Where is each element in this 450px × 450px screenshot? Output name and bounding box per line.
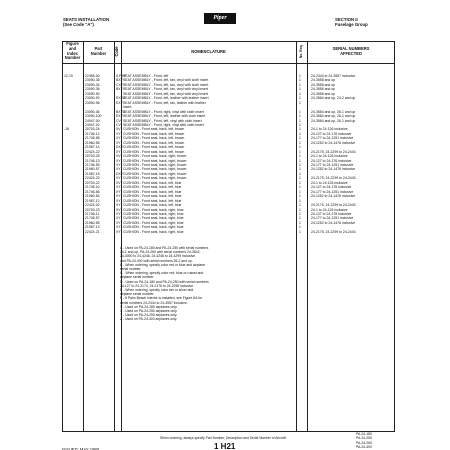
quantity-cell: 1 <box>299 140 301 145</box>
quantity-cell: 1 <box>299 109 301 114</box>
serial-numbers-cell: 24-3584 and up, 26-1 and up <box>311 109 356 114</box>
code-cell: XY <box>116 176 121 181</box>
note-line: C - When ordering, specify color red, blue or russet and <box>120 271 204 276</box>
code-cell: RXYZ <box>116 96 126 101</box>
serial-numbers-cell: 24-127 to 24-176 inclusive <box>311 131 352 136</box>
serial-numbers-cell: 24-2175, 24-2299 to 24-2443 <box>311 176 356 181</box>
note-line: and PA-24-400 with serial numbers 26-2 and up. <box>120 258 193 263</box>
nomenclature-cell: CUSHION - Front seat, back, right, blue <box>123 211 184 216</box>
nomenclature-cell: CUSHION - Front seat, back, left, brown <box>123 127 185 132</box>
table-row <box>62 230 395 234</box>
quantity-cell: 1 <box>299 87 301 92</box>
code-cell: XY <box>116 229 121 234</box>
note-line: Z - Used on PA-24-400 airplanes only. <box>120 317 178 322</box>
part-number-cell: 23090-36 <box>85 109 100 114</box>
column-header-quantity: No. Req. <box>299 44 304 59</box>
quantity-cell: 1 <box>299 118 301 123</box>
quantity-cell: 1 <box>299 211 301 216</box>
quantity-cell: 1 <box>299 198 301 203</box>
code-cell: XV <box>116 207 121 212</box>
quantity-cell: 1 <box>299 225 301 230</box>
nomenclature-cell: CUSHION - Front seat, back, right, brown <box>123 154 187 159</box>
part-number-cell: 21960-56 <box>85 140 100 145</box>
piper-logo: Piper <box>204 13 236 24</box>
section-subtitle: (See Code "A") <box>63 22 94 27</box>
nomenclature-cell: CUSHION - Front seat, back, left, blue <box>123 198 182 203</box>
code-cell: XY <box>116 158 121 163</box>
nomenclature-cell: SEAT ASSEMBLY - Front, left, tan, vinyl with vinyl insert <box>123 87 208 92</box>
nomenclature-cell: CUSHION - Front seat, back, right, brown <box>123 176 187 181</box>
code-cell: XV <box>116 180 121 185</box>
code-cell: XY <box>116 220 121 225</box>
part-number-cell: 20703-23 <box>85 207 100 212</box>
serial-numbers-cell: 24-177 to 24-1251 inclusive <box>311 216 354 221</box>
serial-numbers-cell: 24-3558 and up <box>311 78 336 83</box>
quantity-cell: 1 <box>299 136 301 141</box>
part-number-cell: 21746-10 <box>85 185 100 190</box>
quantity-cell: 1 <box>299 96 301 101</box>
code-cell: XY <box>116 140 121 145</box>
note-line: E - When ordering, specify color tan or silver and <box>120 288 194 292</box>
nomenclature-cell: SEAT ASSEMBLY - Front, left, leather with cloth insert <box>123 114 206 119</box>
note-line: F - If Palm Beach Interior is installed, see Figure 8A for <box>120 296 203 301</box>
part-number-cell: 21960-57 <box>85 167 100 172</box>
nomenclature-cell: CUSHION - Front seat, back, right, brown <box>123 171 187 176</box>
part-number-cell: 21960-54 <box>85 194 100 199</box>
code-cell: XY <box>116 163 121 167</box>
serial-numbers-cell: 24-177 to 24-1251 inclusive <box>311 189 354 194</box>
quantity-cell: 1 <box>299 194 301 199</box>
note-line: B - When ordering, specify color red or blue and airplane <box>120 262 205 267</box>
nomenclature-cell: CUSHION - Front seat, back, left, brown <box>123 145 185 150</box>
figure-index-cell: -18 <box>64 127 69 132</box>
part-number-cell: 21987-15 <box>85 171 100 176</box>
note-line: serial number. <box>120 267 142 271</box>
part-number-cell: 21746-56 <box>85 189 100 194</box>
part-number-cell: 23090-92 <box>85 96 100 101</box>
column-header-part-number: Part Number <box>90 46 107 56</box>
nomenclature-cell: CUSHION - Front seat, back, left, brown <box>123 131 185 136</box>
quantity-cell: 1 <box>299 122 301 127</box>
column-header-nomenclature: NOMENCLATURE <box>191 49 226 54</box>
quantity-cell: 1 <box>299 167 301 172</box>
quantity-cell: 1 <box>299 185 301 190</box>
quantity-cell: 1 <box>299 154 301 159</box>
part-number-cell: 23090-38 <box>85 78 100 83</box>
serial-numbers-cell: 24-1 to 24-126 inclusive <box>311 180 348 185</box>
quantity-cell: 1 <box>299 131 301 136</box>
nomenclature-cell: CUSHION - Front seat, back, left, blue <box>123 180 182 185</box>
serial-numbers-cell: 24-2444 to 24-3557 inclusive <box>311 74 356 78</box>
serial-numbers-cell: 24-2175, 24-2299 to 24-2443 <box>311 229 356 234</box>
quantity-cell: 1 <box>299 180 301 185</box>
code-cell: DXY <box>116 145 124 150</box>
quantity-cell: 1 <box>299 114 301 119</box>
serial-numbers-cell: 24-3584 and up, 26-1 and up <box>311 118 356 123</box>
code-cell: XY <box>116 185 121 190</box>
code-cell: XY <box>116 194 121 199</box>
ordering-note: When ordering, always specify Part Number, Description and Serial Number of Aircraft <box>160 436 286 440</box>
serial-numbers-cell: 24-2175, 24-2299 to 24-2443 <box>311 203 356 208</box>
part-number-cell: 22424-20 <box>85 203 100 208</box>
nomenclature-cell: SEAT ASSEMBLY - Front, left, tan, vinyl with cloth insert <box>123 82 209 87</box>
code-cell: XY <box>116 216 121 221</box>
part-number-cell: 23090-96 <box>85 100 100 105</box>
part-number-cell: 22455-00 <box>85 74 100 78</box>
code-cell: EXY <box>116 114 123 119</box>
part-number-cell: 21960-55 <box>85 220 100 225</box>
nomenclature-cell: CUSHION - Front seat, back, right, blue <box>123 216 184 221</box>
code-cell: EXY <box>116 100 123 105</box>
part-number-cell: 22424-23 <box>85 176 100 181</box>
figure-index-cell: 12-19 <box>64 74 73 78</box>
fiche-number: 1 H21 <box>214 442 236 450</box>
code-cell: XV <box>116 127 121 132</box>
serial-numbers-cell: 24-3584 and up, 26-1 and up <box>311 114 356 119</box>
part-number-cell: 23090-90 <box>85 91 100 96</box>
part-number-cell: 21746-11 <box>85 211 100 216</box>
code-cell: XY <box>116 167 121 172</box>
code-cell: CXY <box>116 82 124 87</box>
serial-numbers-cell: 24-1 to 24-126 inclusive <box>311 127 348 132</box>
note-line: D - Used on PA-24-180 and PA-24-250 with serial numbers <box>120 279 209 284</box>
serial-numbers-cell: 24-1 to 24-126 inclusive <box>311 154 348 159</box>
nomenclature-cell: CUSHION - Front seat, back, left, blue <box>123 185 182 190</box>
part-number-cell: 22424-21 <box>85 229 100 234</box>
nomenclature-cell: CUSHION - Front seat, back, left, blue <box>123 203 182 208</box>
nomenclature-cell: CUSHION - Front seat, back, left, blue <box>123 194 182 199</box>
part-number-cell: 24947-00 <box>85 118 100 123</box>
part-number-cell: 21746-12 <box>85 131 100 136</box>
quantity-cell: 1 <box>299 91 301 96</box>
serial-numbers-cell: 24-2175, 24-2299 to 24-2443 <box>311 149 356 154</box>
part-number-cell: 21746-57 <box>85 216 100 221</box>
quantity-cell: 1 <box>299 145 301 150</box>
serial-numbers-cell: 24-1 to 24-126 inclusive <box>311 207 348 212</box>
part-number-cell: 20703-24 <box>85 127 100 132</box>
nomenclature-cell: CUSHION - Front seat, back, right, blue <box>123 225 184 230</box>
nomenclature-cell: SEAT ASSEMBLY - Front, left, tan, vinyl with cloth insert <box>123 78 209 83</box>
note-line: airplane serial number. <box>120 275 155 280</box>
note-line: serial numbers 24-2444 to 24-3557 inclusive. <box>120 300 188 305</box>
code-cell: XY <box>116 198 121 203</box>
quantity-cell: 1 <box>299 149 301 154</box>
nomenclature-cell: CUSHION - Front seat, back, right, blue <box>123 220 184 225</box>
nomenclature-cell: CUSHION - Front seat, back, right, brown <box>123 163 187 167</box>
page-heading-left <box>63 17 109 27</box>
nomenclature-cell: SEAT ASSEMBLY - Front, left <box>123 74 169 78</box>
serial-numbers-cell: 24-1252 to 24-1476 inclusive <box>311 220 356 225</box>
part-number-cell: 20703-22 <box>85 180 100 185</box>
code-cell: BXY <box>116 87 123 92</box>
nomenclature-cell: insert <box>123 105 132 110</box>
part-number-cell: 21746-58 <box>85 136 100 141</box>
serial-numbers-cell: 24-3558 and up <box>311 82 336 87</box>
code-cell: BXYZ <box>116 109 125 114</box>
nomenclature-cell: SEAT ASSEMBLY - Front, left, leather with leather insert <box>123 96 209 101</box>
code-cell: XY <box>116 211 121 216</box>
code-cell: A FXY <box>116 74 126 78</box>
section-title: SEATS INSTALLATION <box>63 17 110 22</box>
quantity-cell: 1 <box>299 100 301 105</box>
column-header-serial-numbers: SERIAL NUMBERS AFFECTED <box>332 46 370 56</box>
nomenclature-cell: CUSHION - Front seat, back, right, blue <box>123 207 184 212</box>
serial-numbers-cell: 24-177 to 24-1251 inclusive <box>311 163 354 167</box>
note-line: 24-1 and up, PA-24-260 with serial numbers 24-3642, <box>120 250 201 255</box>
page-heading-right <box>335 17 368 27</box>
nomenclature-cell: CUSHION - Front seat, back, left, blue <box>123 189 182 194</box>
note-line: A - Used on PA-24-180 and PA-24-250 with serial numbers <box>120 246 209 250</box>
part-number-cell: 21746-13 <box>85 158 100 163</box>
code-cell: BXY <box>116 78 123 83</box>
serial-numbers-cell: 24-3584 and up, 24-2 and up <box>311 96 356 101</box>
nomenclature-cell: SEAT ASSEMBLY - Front, right, vinyl with cloth insert <box>123 109 204 114</box>
quantity-cell: 1 <box>299 216 301 221</box>
quantity-cell: 1 <box>299 163 301 167</box>
part-number-cell: 21987-14 <box>85 145 100 150</box>
nomenclature-cell: CUSHION - Front seat, back, right, blue <box>123 229 184 234</box>
issue-date: ISSUED: MAY 1980 <box>62 447 100 450</box>
code-cell: DXY <box>116 171 124 176</box>
section-group: Fuselage Group <box>335 22 368 27</box>
note-line: airplane serial number. <box>120 292 155 297</box>
quantity-cell: 1 <box>299 82 301 87</box>
part-number-cell: 21987-12 <box>85 198 100 203</box>
code-cell: CV <box>116 118 121 123</box>
note-line: 24-127 to 24-2174, 24-2176 to 24-2298 inclusive. <box>120 283 195 288</box>
quantity-cell: 1 <box>299 207 301 212</box>
part-number-cell: 23090-36 <box>85 87 100 92</box>
header-divider <box>62 63 395 64</box>
serial-numbers-cell: 24-127 to 24-176 inclusive <box>311 158 352 163</box>
note-line: V - Used on PA-24-180 airplanes only. <box>120 304 178 309</box>
nomenclature-cell: SEAT ASSEMBLY - Front, left, tan, leather with leather <box>123 100 206 105</box>
part-number-cell: 23090-100 <box>85 114 102 119</box>
nomenclature-cell: CUSHION - Front seat, back, left, brown <box>123 136 185 141</box>
part-number-cell: 23090-34 <box>85 82 100 87</box>
note-line: Y - Used on PA-24-250 airplanes only. <box>120 313 178 318</box>
nomenclature-cell: CUSHION - Front seat, back, right, brown <box>123 167 187 172</box>
effectivity-list: PA-24-180 PA-24-250 PA-24-260 PA-24-400 <box>356 432 372 449</box>
nomenclature-cell: SEAT ASSEMBLY - Front, left, vinyl with cloth insert <box>123 118 202 123</box>
code-cell: XY <box>116 225 121 230</box>
serial-numbers-cell: 24-1252 to 24-1476 inclusive <box>311 140 356 145</box>
serial-numbers-cell: 24-127 to 24-176 inclusive <box>311 185 352 190</box>
part-number-cell: 20703-25 <box>85 154 100 159</box>
section-number: SECTION II <box>335 17 358 22</box>
code-cell: XY <box>116 203 121 208</box>
quantity-cell: 1 <box>299 74 301 78</box>
serial-numbers-cell: 24-3558 and up <box>311 91 336 96</box>
nomenclature-cell: CUSHION - Front seat, back, right, brown <box>123 158 187 163</box>
nomenclature-cell: CUSHION - Front seat, back, left, brown <box>123 149 185 154</box>
code-cell: XY <box>116 189 121 194</box>
column-header-figure: Figure and Index Number <box>64 41 81 61</box>
serial-numbers-cell: 24-1252 to 24-1476 inclusive <box>311 167 356 172</box>
part-number-cell: 24947-02 <box>85 122 100 127</box>
quantity-cell: 1 <box>299 220 301 225</box>
nomenclature-cell: SEAT ASSEMBLY - Front, left, tan, vinyl with vinyl insert <box>123 91 208 96</box>
serial-numbers-cell: 24-1252 to 24-1476 inclusive <box>311 194 356 199</box>
serial-numbers-cell: 24-127 to 24-176 inclusive <box>311 211 352 216</box>
part-number-cell: 21746-59 <box>85 163 100 167</box>
note-line: X - Used on PA-24-250 airplanes only. <box>120 309 178 313</box>
code-cell: XY <box>116 149 121 154</box>
note-line: 24-4000 to 24-4246, 24-4248 to 24-4299 inclusive, <box>120 254 196 259</box>
quantity-cell: 1 <box>299 176 301 181</box>
quantity-cell: 1 <box>299 203 301 208</box>
quantity-cell: 1 <box>299 158 301 163</box>
code-cell: CV <box>116 122 121 127</box>
nomenclature-cell: SEAT ASSEMBLY - Front, right, vinyl with cloth insert <box>123 122 204 127</box>
column-header-code: Code <box>114 46 120 57</box>
code-cell: XY <box>116 131 121 136</box>
part-number-cell: 21987-13 <box>85 225 100 230</box>
quantity-cell: 1 <box>299 189 301 194</box>
code-cell: XY <box>116 136 121 141</box>
quantity-cell: 1 <box>299 229 301 234</box>
quantity-cell: 1 <box>299 127 301 132</box>
quantity-cell: 1 <box>299 171 301 176</box>
quantity-cell: 1 <box>299 78 301 83</box>
nomenclature-cell: CUSHION - Front seat, back, left, brown <box>123 140 185 145</box>
code-cell: XV <box>116 154 121 159</box>
part-number-cell: 22424-22 <box>85 149 100 154</box>
serial-numbers-cell: 24-3558 and up <box>311 87 336 92</box>
serial-numbers-cell: 24-177 to 24-1251 inclusive <box>311 136 354 141</box>
